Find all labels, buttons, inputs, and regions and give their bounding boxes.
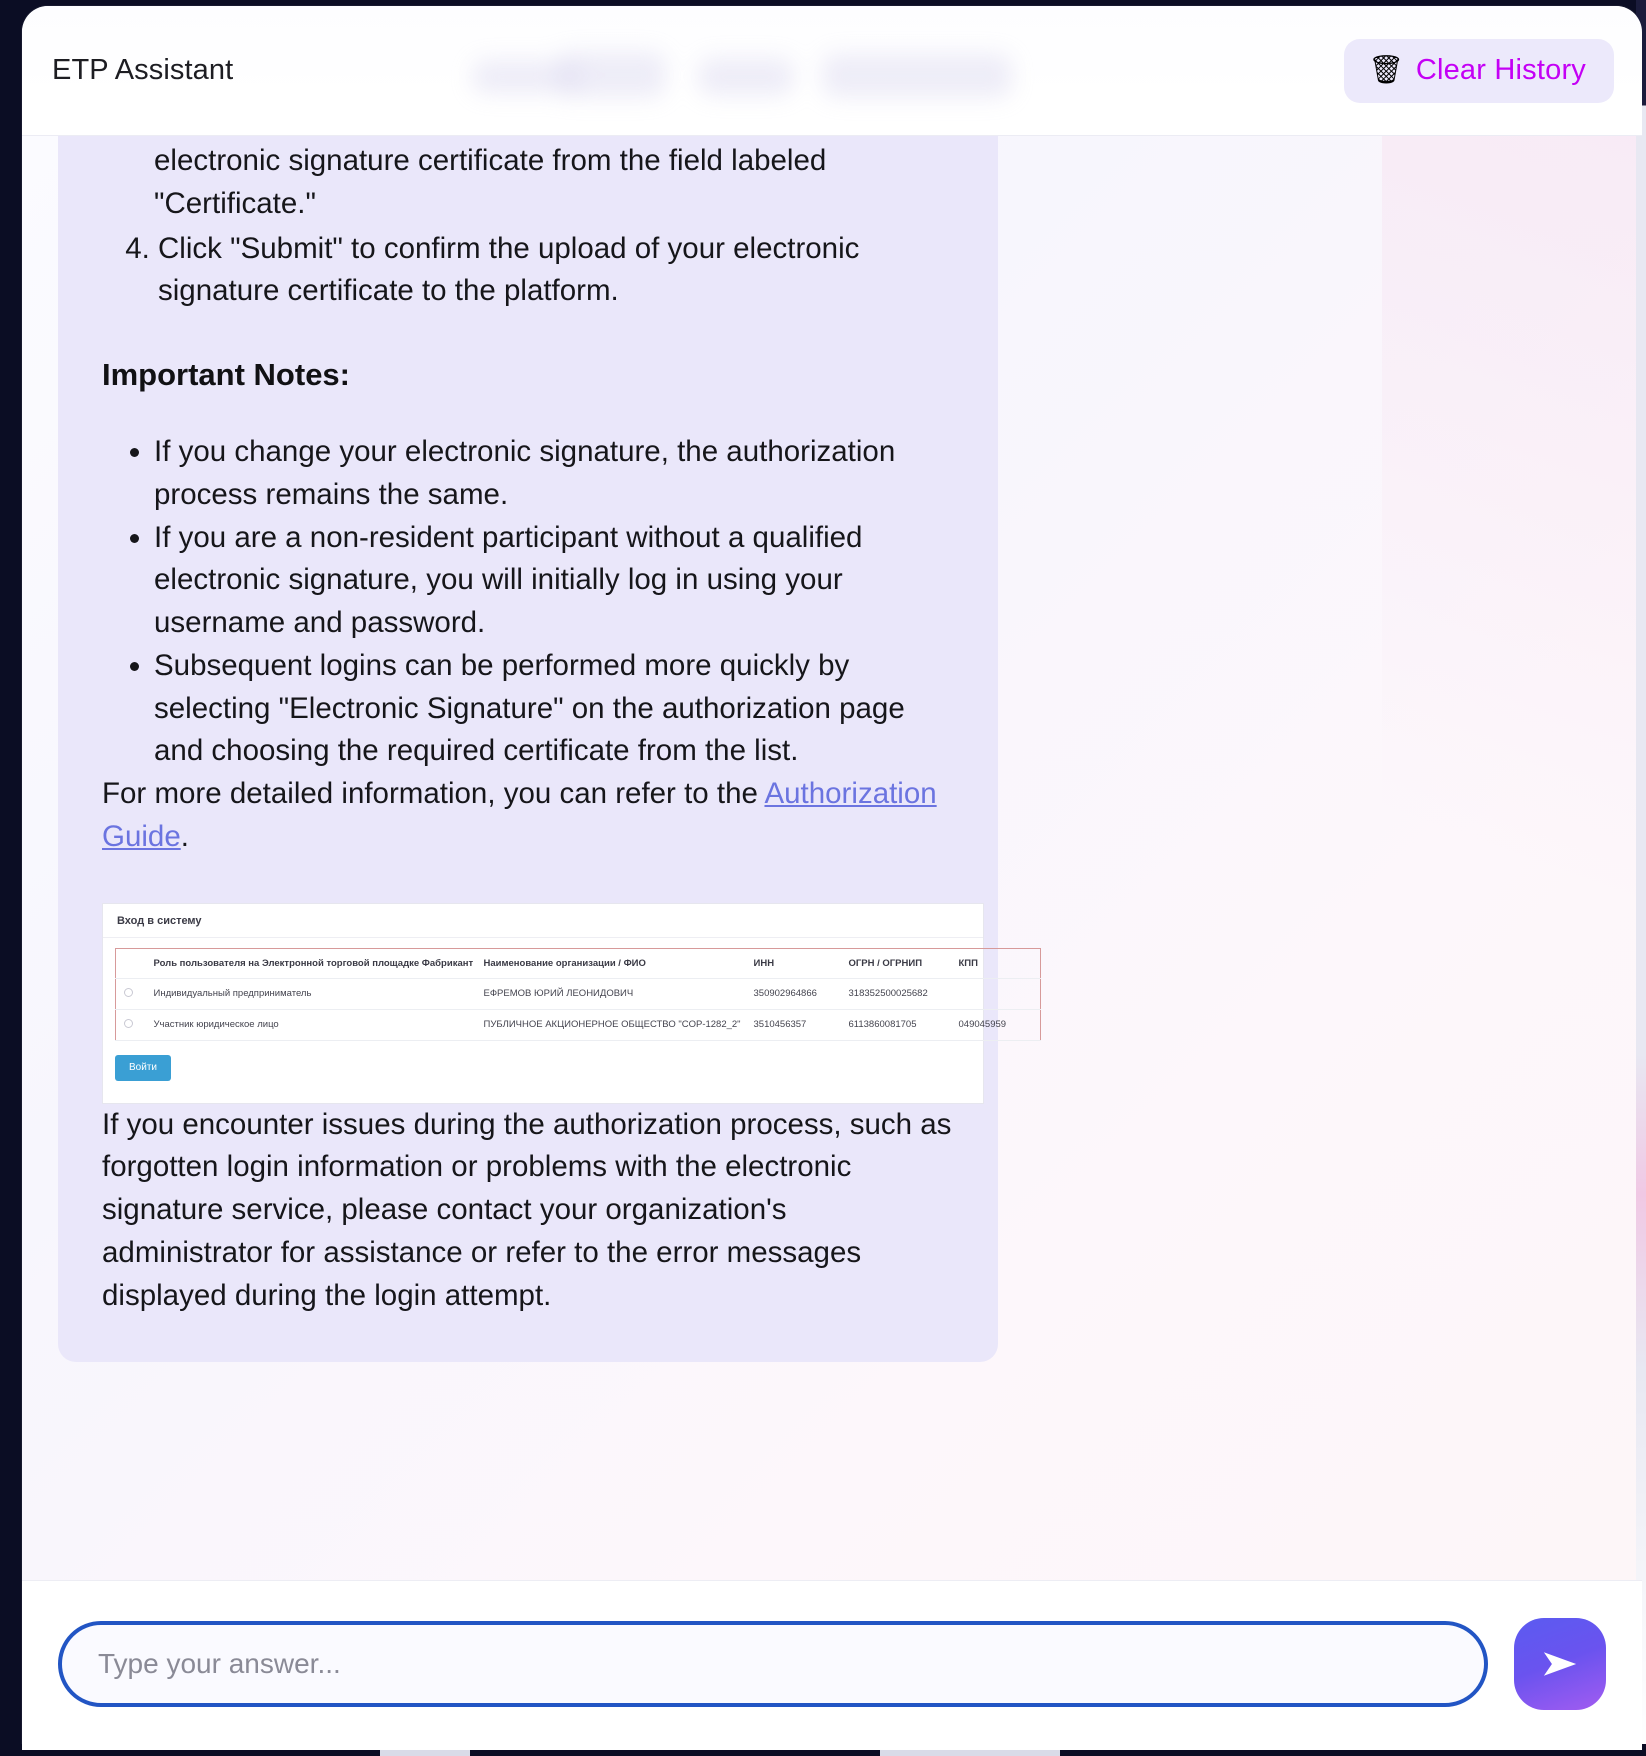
cell-ogrn: 6113860081705 <box>841 1009 951 1040</box>
reference-paragraph <box>102 773 954 859</box>
important-notes-heading: Important Notes: <box>102 357 350 393</box>
list-item: • Subsequent logins can be performed more quickly by selecting "Electronic Signature" on the authorization page and choosing the required certificate from the list. <box>154 645 954 773</box>
reference-prefix: For more detailed information, you can refer to the <box>102 777 765 811</box>
assistant-message-bubble <box>58 136 1007 1362</box>
chat-window <box>22 6 1642 1750</box>
table-header-select <box>116 948 146 978</box>
certificate-role-table <box>115 948 1041 1041</box>
cell-org: ЕФРЕМОВ ЮРИЙ ЛЕОНИДОВИЧ <box>476 978 746 1009</box>
table-header-ogrn: ОГРН / ОГРНИП <box>841 948 951 978</box>
answer-input[interactable] <box>58 1621 1488 1707</box>
cell-kpp: 049045959 <box>951 1009 1041 1040</box>
app-header <box>22 6 1642 136</box>
cell-org: ПУБЛИЧНОЕ АКЦИОНЕРНОЕ ОБЩЕСТВО "COP-1282_2" <box>476 1009 746 1040</box>
list-item: • If you change your electronic signature, the authorization process remains the same. <box>154 431 954 517</box>
chat-transcript[interactable] <box>22 136 1642 1580</box>
cell-inn: 3510456357 <box>746 1009 841 1040</box>
radio-icon[interactable] <box>124 988 133 997</box>
embedded-login-screenshot <box>102 903 1007 1104</box>
window-right-edge <box>1636 0 1646 1756</box>
row-radio[interactable] <box>116 978 146 1009</box>
header-background-blur <box>462 36 1082 116</box>
row-radio[interactable] <box>116 1009 146 1040</box>
clear-history-button[interactable] <box>1344 39 1614 103</box>
notes-list <box>102 431 954 773</box>
table-header-inn: ИНН <box>746 948 841 978</box>
page-title: ETP Assistant <box>52 54 234 86</box>
table-header-org: Наименование организации / ФИО <box>476 948 746 978</box>
cell-kpp <box>951 978 1041 1009</box>
numbered-steps-list <box>102 140 954 313</box>
radio-icon[interactable] <box>124 1019 133 1028</box>
trash-icon: 🗑 <box>1368 54 1404 85</box>
reference-suffix: . <box>180 819 189 853</box>
authorization-guide-link[interactable]: Authorization Guide <box>102 777 937 853</box>
send-button[interactable] <box>1514 1618 1606 1710</box>
cell-role: Участник юридическое лицо <box>146 1009 476 1040</box>
list-item: electronic signature certificate from the field labeled "Certificate." <box>154 144 827 220</box>
table-header-kpp: КПП <box>951 948 1041 978</box>
table-row[interactable] <box>116 1009 1041 1040</box>
message-composer <box>22 1580 1642 1750</box>
table-header-role: Роль пользователя на Электронной торговой площадке Фабрикант <box>146 948 476 978</box>
cell-ogrn: 318352500025682 <box>841 978 951 1009</box>
clear-history-label: Clear History <box>1415 53 1586 86</box>
table-header-row <box>116 948 1041 978</box>
send-paper-plane-icon <box>1538 1642 1582 1686</box>
cell-inn: 350902964866 <box>746 978 841 1009</box>
closing-paragraph: If you encounter issues during the authorization process, such as forgotten login information or problems with the electronic signature service, please contact your organization's administrator for assistance or refer to the error messages displayed during the login attempt. <box>102 1107 952 1312</box>
list-item: 4. Click "Submit" to confirm the upload of your electronic signature certificate to the platform. <box>158 228 954 314</box>
embedded-login-row <box>103 1041 983 1103</box>
embedded-login-button[interactable]: Войти <box>115 1055 171 1081</box>
cell-role: Индивидуальный предприниматель <box>146 978 476 1009</box>
list-item: • If you are a non-resident participant without a qualified electronic signature, you will initially log in using your username and password. <box>154 517 954 645</box>
table-row[interactable] <box>116 978 1041 1009</box>
embedded-screenshot-title: Вход в систему <box>103 904 983 938</box>
